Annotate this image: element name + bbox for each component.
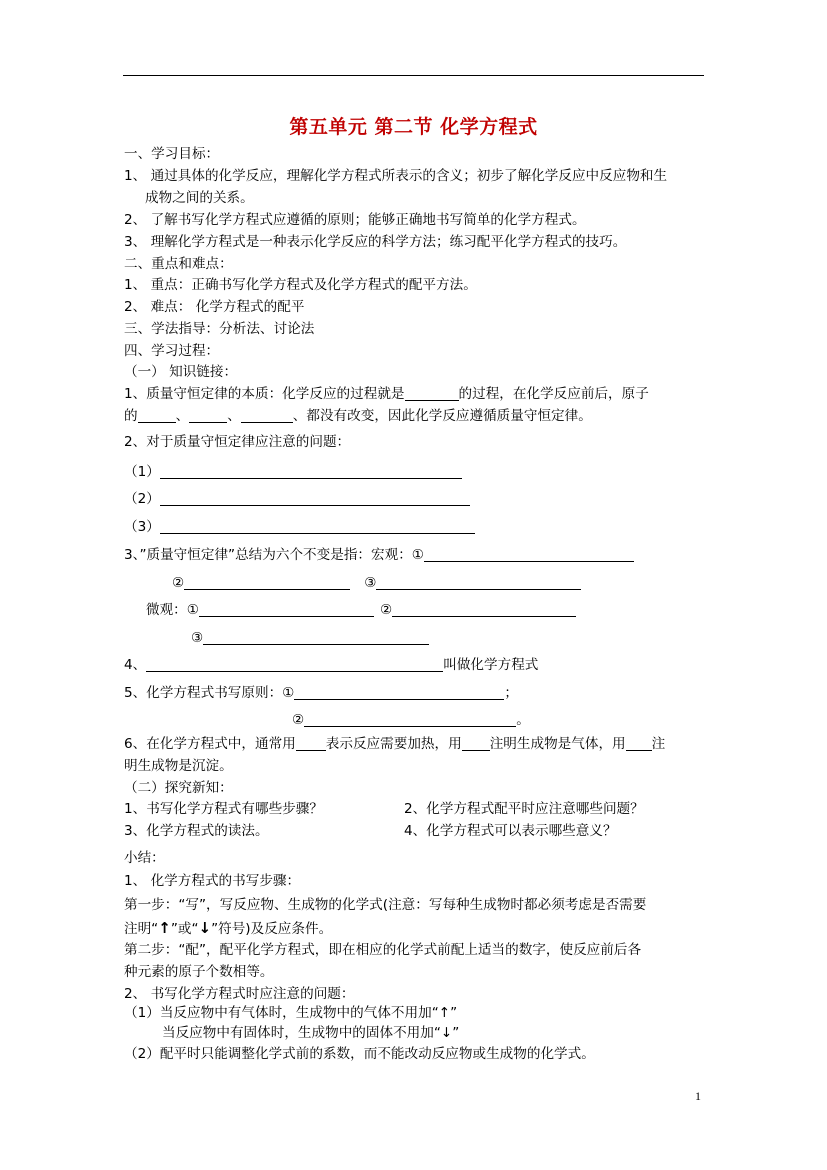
section-objectives-heading: 一、学习目标： [124,146,220,162]
punctuation: ； [504,685,518,701]
keypoint-1: 1、 重点：正确书写化学方程式及化学方程式的配平方法。 [124,277,477,293]
question-4 [124,656,538,674]
text-fragment: 表示反应需要加热，用 [325,736,462,752]
objective-1-cont: 成物之间的关系。 [145,190,254,206]
circled-number: ③ [364,575,377,591]
circled-number: ② [292,712,305,728]
fill-blank[interactable] [241,408,293,423]
fill-blank[interactable] [376,575,581,590]
page-number: 1 [695,1089,701,1103]
text-fragment: 注明“ [124,921,159,937]
question-6-line-a [124,735,665,753]
explore-question-1: 1、书写化学方程式有哪些步骤？ [124,801,323,817]
question-3 [124,546,634,564]
fill-blank[interactable] [462,736,490,751]
punctuation: 。 [516,712,530,728]
fill-blank[interactable] [626,736,652,751]
keypoint-2: 2、 难点： 化学方程式的配平 [124,299,305,315]
question-2-item-3 [124,518,475,536]
fill-blank[interactable] [199,602,374,617]
subsection-explore: （二）探究新知： [124,780,233,796]
summary-step1-line-b [124,919,332,938]
fill-blank[interactable] [294,685,504,700]
objective-2: 2、 了解书写化学方程式应遵循的原则；能够正确地书写简单的化学方程式。 [124,212,586,228]
summary-step-heading: 1、 化学方程式的书写步骤： [124,873,301,889]
section-process-heading: 四、学习过程： [124,343,220,359]
question-1-line-a [124,385,649,403]
objective-1: 1、 通过具体的化学反应，理解化学方程式所表示的含义；初步了解化学反应中反应物和生 [124,168,668,184]
question-1-line-b [124,407,592,425]
text-fragment: ”或“ [170,921,199,937]
question-5-principle-2 [292,711,530,729]
question-5-prefix: 5、化学方程式书写原则：① [124,685,295,701]
header-rule [123,75,704,76]
fill-blank[interactable] [146,657,443,672]
item-label: （2） [124,491,160,507]
page-title: 第五单元 第二节 化学方程式 [289,116,538,138]
question-2-item-1 [124,463,462,481]
fill-blank[interactable] [160,519,475,534]
fill-blank[interactable] [138,408,176,423]
section-keypoints-heading: 二、重点和难点： [124,256,233,272]
circled-number: ③ [191,630,204,646]
up-arrow-icon: ↑ [158,919,171,937]
question-1b-suffix: 、都没有改变，因此化学反应遵循质量守恒定律。 [292,408,592,424]
objective-3: 3、 理解化学方程式是一种表示化学反应的科学方法；练习配平化学方程式的技巧。 [124,234,627,250]
text-fragment: 注 [651,736,666,752]
fill-blank[interactable] [203,630,429,645]
question-2: 2、对于质量守恒定律应注意的问题： [124,434,351,450]
circled-number: ② [172,575,185,591]
question-6-line-b: 明生成物是沉淀。 [124,758,233,774]
fill-blank[interactable] [424,547,634,562]
question-5 [124,684,518,702]
question-3-micro-3 [191,629,429,647]
question-4-suffix: 叫做化学方程式 [443,657,539,673]
summary-notes-heading: 2、 书写化学方程式时应注意的问题： [124,986,355,1002]
summary-note-2: （2）配平时只能调整化学式前的系数，而不能改动反应物或生成物的化学式。 [124,1046,595,1062]
fill-blank[interactable] [304,712,516,727]
down-arrow-icon: ↓ [198,919,212,937]
question-4-prefix: 4、 [124,657,147,673]
fill-blank[interactable] [405,386,459,401]
summary-step2-line-a: 第二步：“配”，配平化学方程式，即在相应的化学式前配上适当的数字，使反应前后各 [124,942,642,958]
fill-blank[interactable] [184,575,350,590]
separator: 、 [227,408,241,424]
fill-blank[interactable] [296,736,326,751]
fill-blank[interactable] [392,602,576,617]
circled-number: ② [379,602,393,618]
summary-note-1-cont: 当反应物中有固体时，生成物中的固体不用加“↓” [162,1025,460,1041]
micro-label: 微观：① [146,602,199,618]
summary-note-1: （1）当反应物中有气体时，生成物中的气体不用加“↑” [124,1005,458,1021]
text-fragment: 注明生成物是气体，用 [489,736,626,752]
section-method-heading: 三、学法指导：分析法、讨论法 [124,321,315,337]
text-fragment: 6、在化学方程式中，通常用 [124,736,296,752]
summary-heading: 小结： [124,850,165,866]
summary-step1-line-a: 第一步：“写”，写反应物、生成物的化学式(注意：写每种生成物时都必须考虑是否需要 [124,897,647,913]
question-1-suffix: 的过程，在化学反应前后，原子 [458,386,649,402]
question-1b-prefix: 的 [124,408,138,424]
fill-blank[interactable] [160,464,462,479]
text-fragment: ”符号)及反应条件。 [211,921,333,937]
question-3-prefix: 3、”质量守恒定律”总结为六个不变是指：宏观：① [124,547,424,563]
question-1-prefix: 1、质量守恒定律的本质：化学反应的过程就是 [124,386,405,402]
explore-question-4: 4、化学方程式可以表示哪些意义？ [404,823,617,839]
question-3-micro [146,601,576,619]
question-2-item-2 [124,490,470,508]
question-3-macro-2-3 [172,574,581,592]
fill-blank[interactable] [189,408,227,423]
separator: 、 [175,408,190,424]
fill-blank[interactable] [160,491,470,506]
subsection-knowledge-link: （一） 知识链接： [124,364,238,380]
item-label: （1） [124,464,160,480]
explore-question-2: 2、化学方程式配平时应注意哪些问题？ [404,801,644,817]
explore-question-3: 3、化学方程式的读法。 [124,823,269,839]
summary-step2-line-b: 种元素的原子个数相等。 [124,964,274,980]
item-label: （3） [124,519,160,535]
